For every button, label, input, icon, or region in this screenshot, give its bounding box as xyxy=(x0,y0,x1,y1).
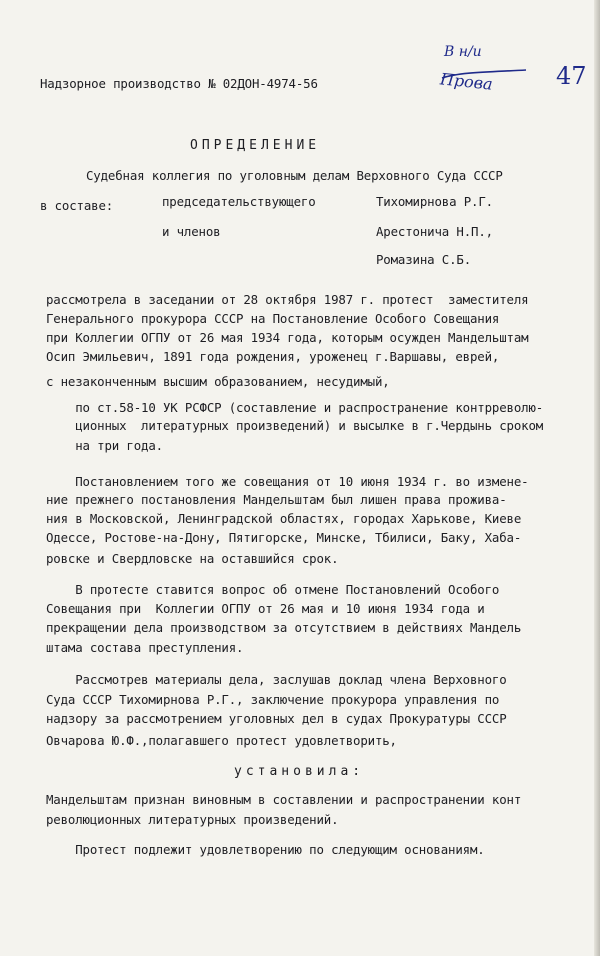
p2-line-4: Одессе, Ростове-на-Дону, Пятигорске, Минске, Тбилиси, Баку, Хаба- xyxy=(46,530,522,545)
p1-line-2: Генерального прокурора СССР на Постановление Особого Совещания xyxy=(46,311,500,326)
p5-line-1: Мандельштам признан виновным в составлении и распространении конт xyxy=(46,792,522,807)
p3-line-3: прекращении дела производством за отсутствием в действиях Мандель xyxy=(46,620,522,635)
member-name-1: Арестонича Н.П., xyxy=(376,224,493,239)
p3-line-4: штама состава преступления. xyxy=(46,640,244,655)
p4-line-1: Рассмотрев материалы дела, заслушав доклад члена Верховного xyxy=(46,672,507,687)
presiding-name: Тихомирнова Р.Г. xyxy=(376,194,493,209)
p5-line-2: революционных литературных произведений. xyxy=(46,812,339,827)
handwritten-note-top: В н/и xyxy=(444,44,482,60)
p1-line-5: с незаконченным высшим образованием, несудимый, xyxy=(46,374,390,389)
p4-line-2: Суда СССР Тихомирнова Р.Г., заключение прокурора управления по xyxy=(46,692,500,707)
p1-line-4: Осип Эмильевич, 1891 года рождения, уроженец г.Варшавы, еврей, xyxy=(46,349,500,364)
p1-line-6: по ст.58-10 УК РСФСР (составление и распространение контрреволю- xyxy=(46,400,544,415)
p1-line-1: рассмотрела в заседании от 28 октября 1987 г. протест заместителя xyxy=(46,292,529,307)
case-number: Надзорное производство № 02ДОН-4974-56 xyxy=(40,76,318,91)
composition-label: в составе: xyxy=(40,198,114,213)
established-heading: установила: xyxy=(234,764,365,779)
handwritten-note-bottom: Прова xyxy=(439,69,494,94)
p1-line-8: на три года. xyxy=(46,438,163,453)
p6-line-1: Протест подлежит удовлетворению по следующим основаниям. xyxy=(46,842,485,857)
handwritten-page-number: 47 xyxy=(556,62,587,90)
document-title: ОПРЕДЕЛЕНИЕ xyxy=(190,138,321,153)
p2-line-2: ние прежнего постановления Мандельштам был лишен права прожива- xyxy=(46,492,507,507)
court-name: Судебная коллегия по уголовным делам Верховного Суда СССР xyxy=(86,168,503,183)
p4-line-4: Овчарова Ю.Ф.,полагавшего протест удовлетворить, xyxy=(46,733,397,748)
p4-line-3: надзору за рассмотрением уголовных дел в судах Прокуратуры СССР xyxy=(46,711,507,726)
p3-line-2: Совещания при Коллегии ОГПУ от 26 мая и 10 июня 1934 года и xyxy=(46,601,485,616)
p1-line-3: при Коллегии ОГПУ от 26 мая 1934 года, которым осужден Мандельштам xyxy=(46,330,529,345)
p1-line-7: ционных литературных произведений) и высылке в г.Чердынь сроком xyxy=(46,418,544,433)
member-name-2: Ромазина С.Б. xyxy=(376,252,472,267)
p2-line-5: ровске и Свердловске на оставшийся срок. xyxy=(46,551,339,566)
p3-line-1: В протесте ставится вопрос об отмене Постановлений Особого xyxy=(46,582,500,597)
p2-line-1: Постановлением того же совещания от 10 июня 1934 г. во измене- xyxy=(46,474,529,489)
members-role: и членов xyxy=(162,224,221,239)
presiding-role: председательствующего xyxy=(162,194,316,209)
p2-line-3: ния в Московской, Ленинградской областях, городах Харькове, Киеве xyxy=(46,511,522,526)
